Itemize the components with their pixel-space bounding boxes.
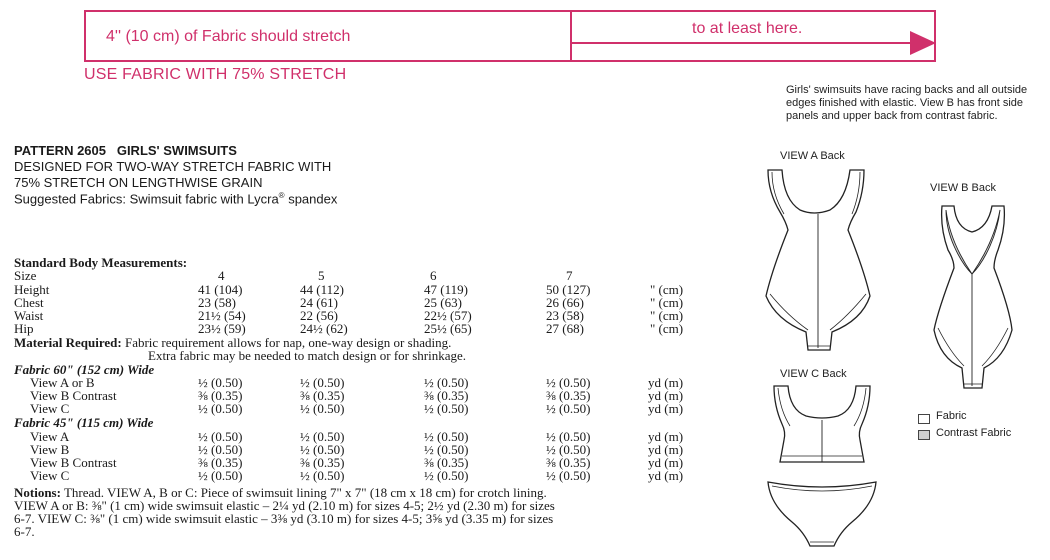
- row-label: View B: [30, 442, 70, 457]
- view-a-label: VIEW A Back: [780, 150, 845, 162]
- row-label: View C: [30, 401, 70, 416]
- table-cell: ½ (0.50): [424, 401, 469, 416]
- row-label: View C: [30, 468, 70, 483]
- row-label: View B Contrast: [30, 455, 117, 470]
- table-cell: ⅜ (0.35): [300, 388, 345, 403]
- table-cell: ½ (0.50): [546, 401, 591, 416]
- table-cell: 22½ (57): [424, 308, 472, 323]
- table-cell: ½ (0.50): [300, 429, 345, 444]
- suggested-fabrics: [14, 191, 337, 206]
- legend-contrast-label: Contrast Fabric: [936, 427, 1012, 439]
- table-cell: 25 (63): [424, 295, 462, 310]
- table-cell: ½ (0.50): [198, 401, 243, 416]
- table-cell: 22 (56): [300, 308, 338, 323]
- row-label-chest: Chest: [14, 295, 44, 310]
- row-label-size: Size: [14, 268, 37, 283]
- registered-mark: ®: [278, 191, 285, 200]
- pattern-title: PATTERN 2605 GIRLS' SWIMSUITS: [14, 143, 237, 158]
- table-cell: ½ (0.50): [424, 375, 469, 390]
- unit-cell: yd (m): [648, 375, 684, 390]
- size-5: 5: [318, 268, 325, 283]
- table-cell: ⅜ (0.35): [424, 455, 469, 470]
- unit-cell: yd (m): [648, 468, 684, 483]
- view-b-label: VIEW B Back: [930, 182, 997, 194]
- suggested-fabrics-text: Suggested Fabrics: Swimsuit fabric with Lycra: [14, 191, 279, 207]
- suggested-fabrics-suffix: spandex: [284, 191, 338, 207]
- notions-line-2: VIEW A or B: ⅜" (1 cm) wide swimsuit elastic – 2¼ yd (2.10 m) for sizes 4-5; 2½ yd (2.30 m) for sizes: [14, 498, 555, 513]
- table-cell: 41 (104): [198, 282, 243, 297]
- unit-cell: " (cm): [650, 321, 684, 336]
- table-cell: 23 (58): [546, 308, 584, 323]
- row-label-height: Height: [14, 282, 50, 297]
- row-label-waist: Waist: [14, 308, 44, 323]
- view-c-top-illustration: [768, 380, 878, 468]
- table-cell: ½ (0.50): [546, 375, 591, 390]
- table-cell: 47 (119): [424, 282, 468, 297]
- table-cell: 25½ (65): [424, 321, 472, 336]
- notions-text-1: Thread. VIEW A, B or C: Piece of swimsuit lining 7" x 7" (18 cm x 18 cm) for crotch lining.: [60, 485, 547, 500]
- table-cell: ½ (0.50): [300, 468, 345, 483]
- unit-cell: yd (m): [648, 442, 684, 457]
- notions-line-4: 6-7.: [14, 524, 35, 539]
- table-cell: 23½ (59): [198, 321, 246, 336]
- table-cell: ½ (0.50): [198, 468, 243, 483]
- legend-fabric-label: Fabric: [936, 410, 967, 422]
- table-cell: ½ (0.50): [546, 442, 591, 457]
- table-cell: ⅜ (0.35): [198, 388, 243, 403]
- material-line-2: Extra fabric may be needed to match design or for shrinkage.: [148, 348, 467, 363]
- table-cell: ½ (0.50): [198, 429, 243, 444]
- table-cell: ½ (0.50): [424, 442, 469, 457]
- measurements-heading: Standard Body Measurements:: [14, 255, 188, 270]
- row-label: View B Contrast: [30, 388, 117, 403]
- table-cell: ½ (0.50): [300, 401, 345, 416]
- view-c-label: VIEW C Back: [780, 368, 847, 380]
- row-label-hip: Hip: [14, 321, 34, 336]
- designed-for-line: DESIGNED FOR TWO-WAY STRETCH FABRIC WITH: [14, 159, 332, 174]
- notions-label: Notions:: [14, 485, 61, 500]
- contrast-fabric-swatch: [918, 430, 930, 440]
- unit-cell: yd (m): [648, 429, 684, 444]
- table-cell: ⅜ (0.35): [546, 388, 591, 403]
- table-cell: 23 (58): [198, 295, 236, 310]
- table-cell: ½ (0.50): [546, 468, 591, 483]
- table-cell: ½ (0.50): [198, 375, 243, 390]
- table-cell: 24½ (62): [300, 321, 348, 336]
- unit-cell: " (cm): [650, 282, 684, 297]
- table-cell: ⅜ (0.35): [424, 388, 469, 403]
- row-label: View A: [30, 429, 70, 444]
- table-cell: 21½ (54): [198, 308, 246, 323]
- stretch-gauge-end-label: to at least here.: [692, 20, 803, 37]
- unit-cell: yd (m): [648, 388, 684, 403]
- unit-cell: yd (m): [648, 455, 684, 470]
- size-7: 7: [566, 268, 573, 283]
- table-cell: ⅜ (0.35): [198, 455, 243, 470]
- arrow-right-icon: [910, 31, 936, 55]
- table-cell: ½ (0.50): [300, 375, 345, 390]
- table-cell: 50 (127): [546, 282, 591, 297]
- table-cell: 24 (61): [300, 295, 338, 310]
- unit-cell: yd (m): [648, 401, 684, 416]
- size-6: 6: [430, 268, 437, 283]
- stretch-gauge-divider: [570, 10, 572, 62]
- size-4: 4: [218, 268, 225, 283]
- table-cell: ½ (0.50): [198, 442, 243, 457]
- fabric-swatch: [918, 414, 930, 424]
- table-cell: ½ (0.50): [424, 429, 469, 444]
- stretch-arrow-line: [572, 42, 912, 44]
- pattern-description: Girls' swimsuits have racing backs and all outside edges finished with elastic. View B has front side panels and upper back from contrast fabric.: [786, 84, 1028, 122]
- unit-cell: " (cm): [650, 295, 684, 310]
- stretch-grain-line: 75% STRETCH ON LENGTHWISE GRAIN: [14, 175, 263, 190]
- row-label: View A or B: [30, 375, 95, 390]
- view-a-swimsuit-illustration: [760, 164, 880, 360]
- table-cell: 26 (66): [546, 295, 584, 310]
- table-cell: ⅜ (0.35): [546, 455, 591, 470]
- table-cell: 44 (112): [300, 282, 344, 297]
- table-cell: ½ (0.50): [424, 468, 469, 483]
- material-line-1: Fabric requirement allows for nap, one-way design or shading.: [121, 335, 452, 350]
- table-cell: 27 (68): [546, 321, 584, 336]
- view-c-bottom-illustration: [762, 474, 882, 554]
- table-cell: ½ (0.50): [546, 429, 591, 444]
- view-b-swimsuit-illustration: [924, 198, 1024, 394]
- notions-line-3: 6-7. VIEW C: ⅜" (1 cm) wide swimsuit elastic – 3⅜ yd (3.10 m) for sizes 4-5; 3⅝ yd (3.35 m) for sizes: [14, 511, 554, 526]
- table-cell: ⅜ (0.35): [300, 455, 345, 470]
- stretch-note: USE FABRIC WITH 75% STRETCH: [84, 66, 347, 83]
- fabric-60-heading: Fabric 60" (152 cm) Wide: [14, 362, 155, 377]
- material-label: Material Required:: [14, 335, 122, 350]
- stretch-gauge-start-label: 4'' (10 cm) of Fabric should stretch: [106, 28, 351, 45]
- unit-cell: " (cm): [650, 308, 684, 323]
- table-cell: ½ (0.50): [300, 442, 345, 457]
- fabric-45-heading: Fabric 45" (115 cm) Wide: [14, 415, 154, 430]
